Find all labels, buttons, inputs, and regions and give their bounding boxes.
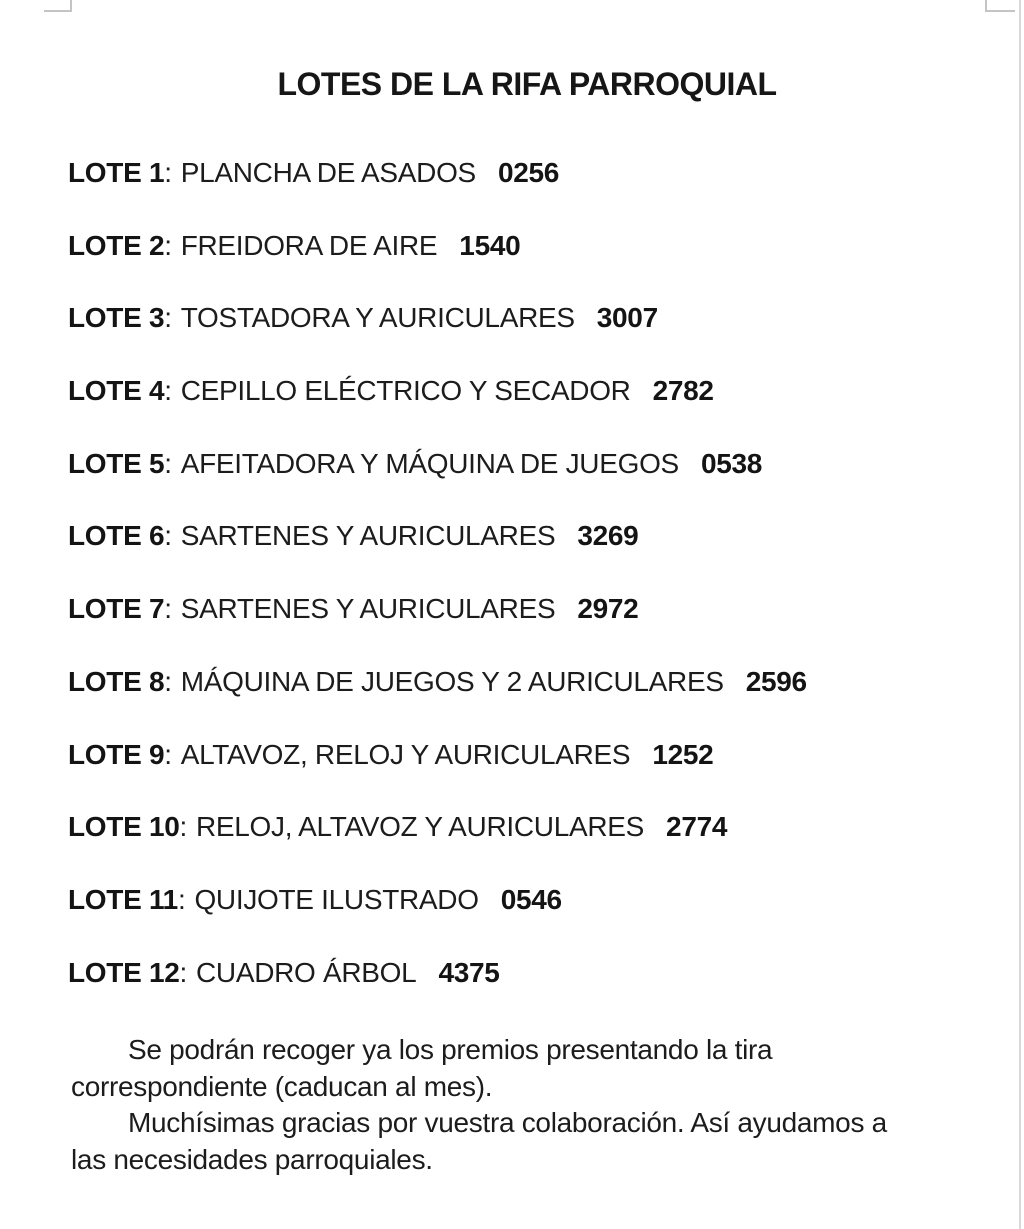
lot-number: 1540 xyxy=(459,229,521,261)
lot-label: LOTE 1 xyxy=(68,157,165,188)
lot-number: 3007 xyxy=(596,302,658,334)
lot-label: LOTE 2 xyxy=(68,229,165,261)
lot-number: 0546 xyxy=(500,883,562,915)
lot-number: 0256 xyxy=(497,157,560,188)
lot-separator: : xyxy=(179,811,187,843)
lot-row xyxy=(68,812,1024,885)
page-title: LOTES DE LA RIFA PARROQUIAL xyxy=(277,66,777,103)
lot-row xyxy=(68,376,1024,449)
lot-row xyxy=(68,667,1024,740)
lot-label: LOTE 9 xyxy=(68,738,165,770)
lot-separator: : xyxy=(164,520,172,552)
lot-label: LOTE 11 xyxy=(68,883,178,915)
lot-label: LOTE 3 xyxy=(68,302,165,334)
lot-number: 2782 xyxy=(652,375,714,407)
lot-description: SARTENES Y AURICULARES xyxy=(180,593,556,625)
lot-row xyxy=(68,158,1024,231)
lot-row xyxy=(68,885,1024,958)
lot-list xyxy=(68,158,1024,1030)
lot-label: LOTE 4 xyxy=(68,375,165,407)
lot-description: QUIJOTE ILUSTRADO xyxy=(194,883,479,915)
lot-description: AFEITADORA Y MÁQUINA DE JUEGOS xyxy=(180,447,679,479)
closing-line: las necesidades parroquiales. xyxy=(71,1143,433,1175)
lot-separator: : xyxy=(164,447,172,479)
lot-description: FREIDORA DE AIRE xyxy=(180,229,438,261)
lot-number: 2774 xyxy=(666,811,728,843)
lot-separator: : xyxy=(164,302,172,334)
lot-label: LOTE 8 xyxy=(68,665,165,697)
lot-description: ALTAVOZ, RELOJ Y AURICULARES xyxy=(180,738,631,770)
lot-separator: : xyxy=(179,956,187,988)
lot-row xyxy=(68,740,1024,813)
lot-description: CEPILLO ELÉCTRICO Y SECADOR xyxy=(180,375,631,407)
lot-description: CUADRO ÁRBOL xyxy=(195,956,417,988)
lot-label: LOTE 6 xyxy=(68,520,165,552)
lot-number: 4375 xyxy=(438,956,500,988)
lot-separator: : xyxy=(164,593,172,625)
page-corner-mark-left xyxy=(44,0,72,12)
lot-description: TOSTADORA Y AURICULARES xyxy=(180,302,575,334)
lot-label: LOTE 10 xyxy=(68,811,180,843)
closing-line: correspondiente (caducan al mes). xyxy=(71,1070,493,1102)
lot-separator: : xyxy=(164,665,172,697)
lot-row xyxy=(68,594,1024,667)
page-corner-mark-right xyxy=(985,0,1015,12)
closing-line: Se podrán recoger ya los premios presentando la tira xyxy=(128,1034,773,1065)
closing-paragraphs xyxy=(71,1032,966,1178)
lot-description: RELOJ, ALTAVOZ Y AURICULARES xyxy=(195,811,645,843)
lot-number: 2596 xyxy=(745,665,807,697)
closing-line: Muchísimas gracias por vuestra colaboración. Así ayudamos a xyxy=(128,1107,887,1138)
lot-row xyxy=(68,958,1024,1031)
lot-separator: : xyxy=(164,738,172,770)
lot-row xyxy=(68,303,1024,376)
lot-description: SARTENES Y AURICULARES xyxy=(180,520,556,552)
lot-description: MÁQUINA DE JUEGOS Y 2 AURICULARES xyxy=(180,665,724,697)
lot-row xyxy=(68,231,1024,304)
lot-row xyxy=(68,449,1024,522)
lot-label: LOTE 12 xyxy=(68,956,180,988)
lot-number: 0538 xyxy=(700,447,763,479)
lot-separator: : xyxy=(164,375,172,407)
lot-number: 2972 xyxy=(577,593,639,625)
lot-separator: : xyxy=(164,229,172,261)
lot-number: 3269 xyxy=(577,520,639,552)
lot-number: 1252 xyxy=(652,738,714,770)
lot-separator: : xyxy=(164,157,172,188)
lot-row xyxy=(68,521,1024,594)
lot-separator: : xyxy=(177,883,186,915)
lot-label: LOTE 7 xyxy=(68,593,165,625)
lot-description: PLANCHA DE ASADOS xyxy=(180,157,476,188)
lot-label: LOTE 5 xyxy=(68,447,165,479)
